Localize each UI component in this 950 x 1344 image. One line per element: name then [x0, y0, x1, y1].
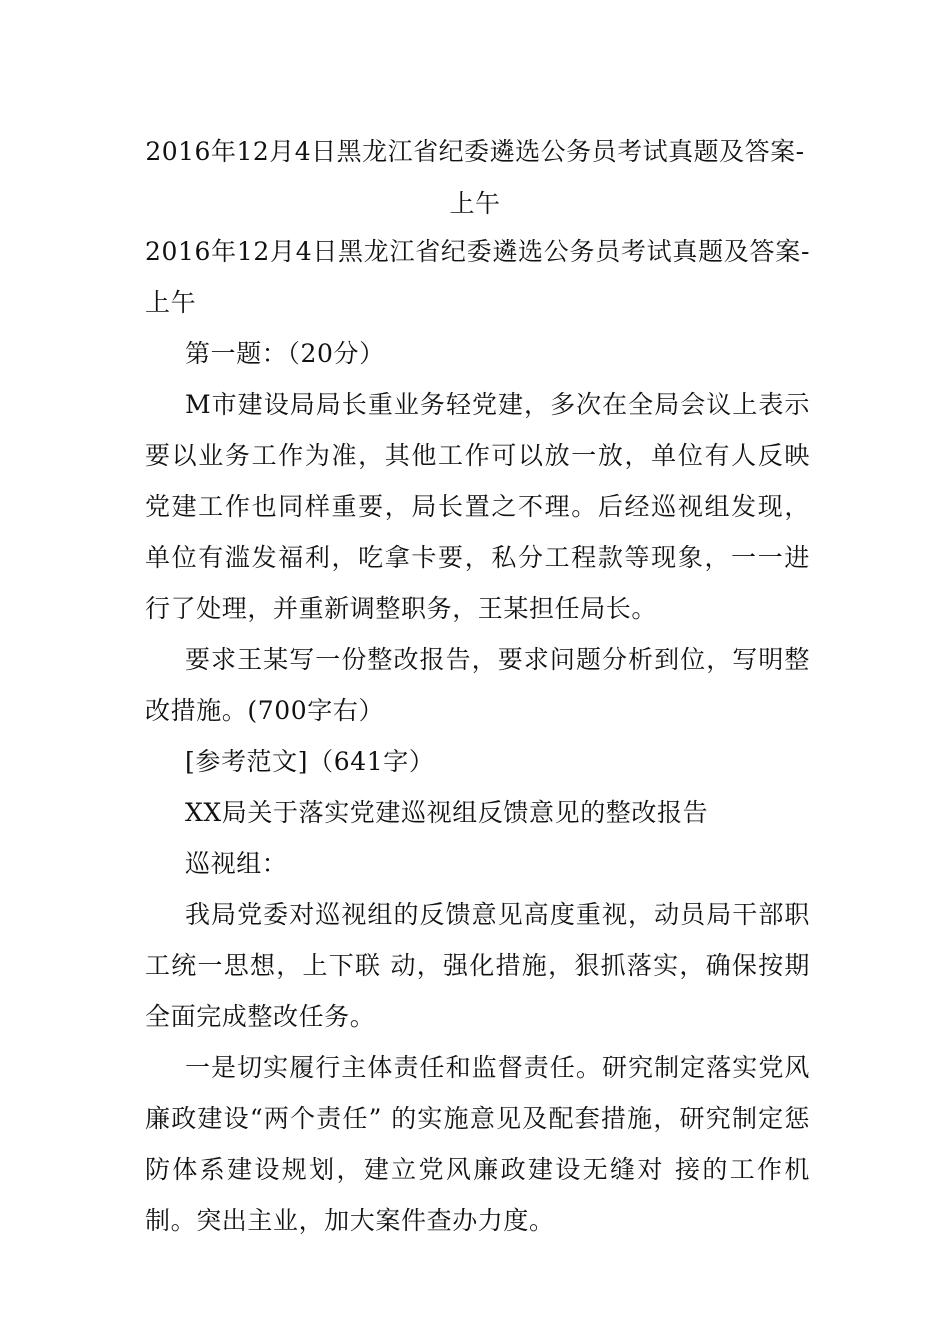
reference-label: [参考范文]（641字）: [185, 747, 435, 776]
document-body: [145, 226, 810, 1246]
paragraph-1: 我局党委对巡视组的反馈意见高度重视，动员局干部职工统一思想，上下联 动，强化措施，狠抓落实，确保按期全面完成整改任务。: [145, 900, 810, 1031]
question-body: M市建设局局长重业务轻党建，多次在全局会议上表示要以业务工作为准，其他工作可以放一放，单位有人反映党建工作也同样重要，局长置之不理。后经巡视组发现，单位有滥发福利，吃拿卡要，私分工程款等现象，一一进行了处理，并重新调整职务，王某担任局长。: [145, 390, 810, 623]
document-subtitle: 2016年12月4日黑龙江省纪委遴选公务员考试真题及答案-上午: [145, 237, 810, 317]
document-title: 2016年12月4日黑龙江省纪委遴选公务员考试真题及答案-上午: [145, 137, 805, 218]
report-title: XX局关于落实党建巡视组反馈意见的整改报告: [185, 798, 709, 827]
question-heading: 第一题：（20分）: [185, 339, 385, 368]
paragraph-2: 一是切实履行主体责任和监督责任。研究制定落实党风廉政建设“两个责任” 的实施意见及配套措施，研究制定惩防体系建设规划，建立党风廉政建设无缝对 接的工作机制。突出主业，加大案件查办力度。: [145, 1053, 810, 1235]
salutation: 巡视组：: [185, 849, 288, 878]
question-requirement: 要求王某写一份整改报告，要求问题分析到位，写明整改措施。(700字右）: [145, 645, 810, 725]
